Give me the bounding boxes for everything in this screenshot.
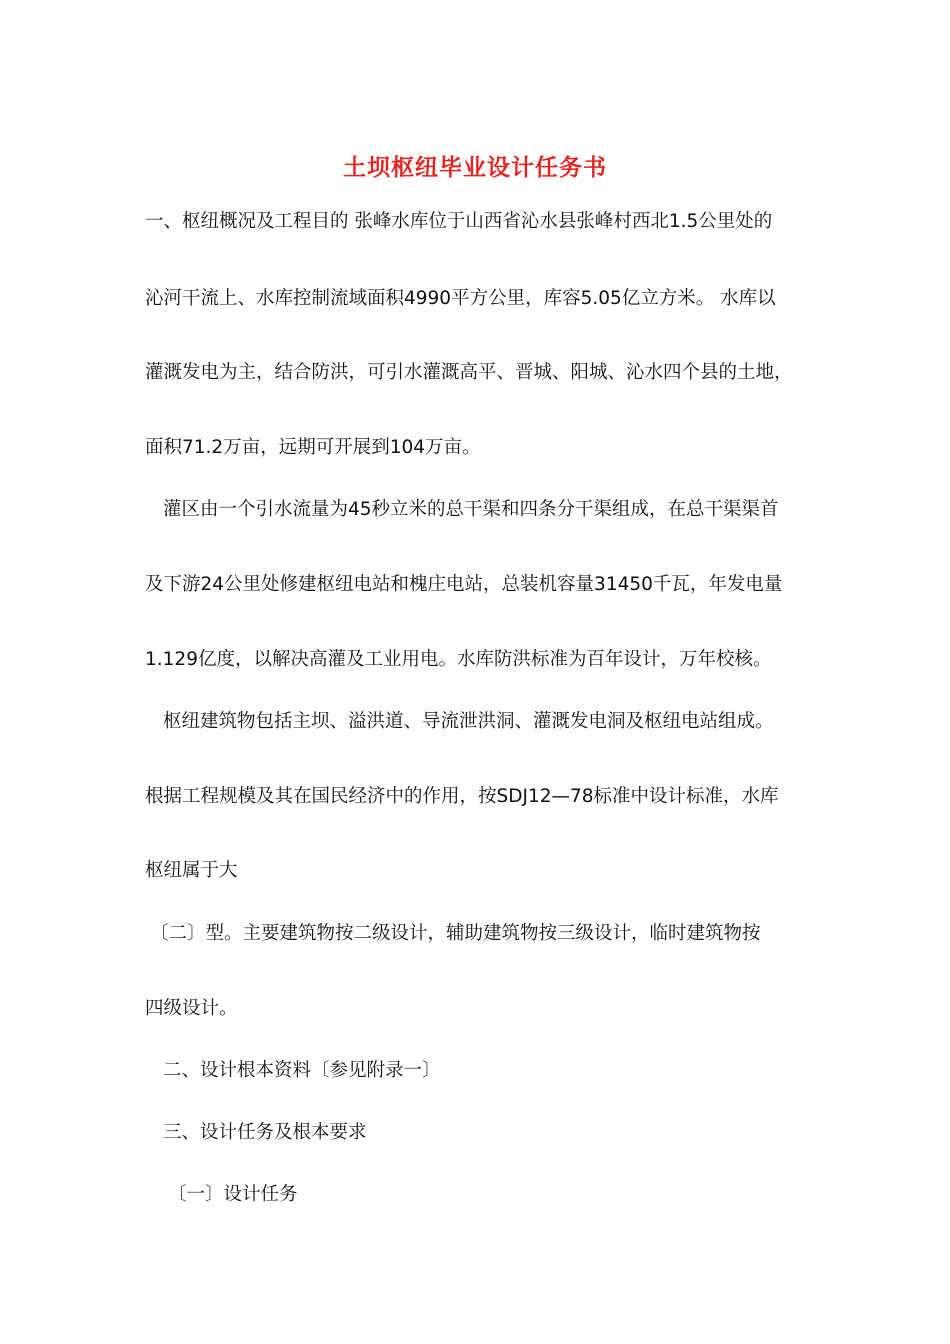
section-heading: 三、设计任务及根本要求 bbox=[163, 1122, 367, 1143]
paragraph-line: 沁河干流上、水库控制流域面积4990平方公里，库容5.05亿立方米。 水库以 bbox=[145, 288, 776, 309]
document-title: 土坝枢纽毕业设计任务书 bbox=[343, 154, 607, 181]
paragraph-line: 枢纽属于大 bbox=[145, 860, 238, 881]
paragraph-line: 及下游24公里处修建枢纽电站和槐庄电站，总装机容量31450千瓦，年发电量 bbox=[145, 574, 783, 595]
paragraph-line: 灌溉发电为主，结合防洪，可引水灌溉高平、晋城、阳城、沁水四个县的土地， bbox=[145, 362, 793, 383]
subsection-heading: 〔一〕设计任务 bbox=[168, 1184, 298, 1205]
paragraph-line: 面积71.2万亩，远期可开展到104万亩。 bbox=[145, 437, 481, 458]
paragraph-line: 灌区由一个引水流量为45秒立米的总干渠和四条分干渠组成，在总干渠渠首 bbox=[163, 499, 779, 520]
section-heading: 二、设计根本资料〔参见附录一〕 bbox=[163, 1060, 441, 1081]
paragraph-line: 1.129亿度，以解决高灌及工业用电。水库防洪标准为百年设计，万年校核。 bbox=[145, 649, 772, 670]
paragraph-line: 根据工程规模及其在国民经济中的作用，按SDJ12—78标准中设计标准，水库 bbox=[145, 786, 779, 807]
paragraph-line: 枢纽建筑物包括主坝、溢洪道、导流泄洪洞、灌溉发电洞及枢纽电站组成。 bbox=[163, 711, 774, 732]
paragraph-line: 一、枢纽概况及工程目的 张峰水库位于山西省沁水县张峰村西北1.5公里处的 bbox=[145, 211, 773, 232]
paragraph-line: 〔二〕型。主要建筑物按二级设计，辅助建筑物按三级设计，临时建筑物按 bbox=[150, 923, 761, 944]
paragraph-line: 四级设计。 bbox=[145, 998, 238, 1019]
